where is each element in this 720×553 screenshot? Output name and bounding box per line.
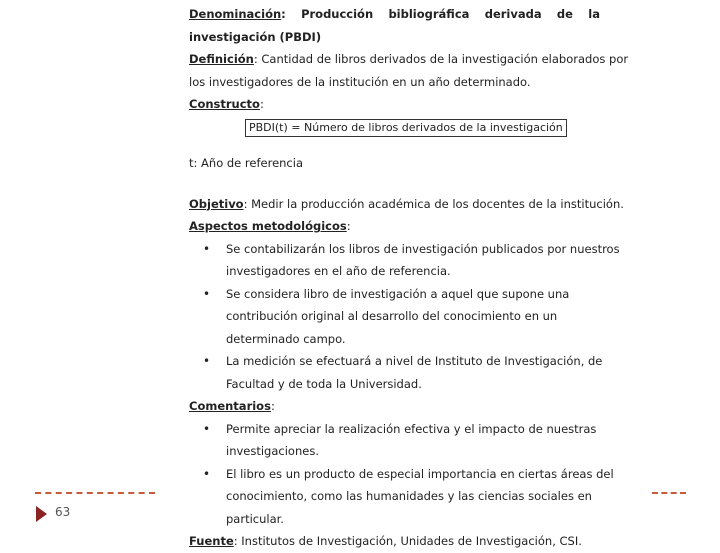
aspectos-label: Aspectos metodológicos (189, 219, 347, 233)
footer-separator-left (35, 492, 155, 494)
objetivo-line: Objetivo: Medir la producción académica de los docentes de la institución. (189, 196, 624, 211)
definicion-line2: los investigadores de la institución en un año determinado. (189, 74, 531, 89)
list-item: • Se contabilizarán los libros de investigación publicados por nuestros investigadores en el año de referencia. (189, 238, 600, 283)
comentarios-heading: Comentarios: (189, 399, 275, 413)
objetivo-label: Objetivo (189, 196, 244, 211)
denominacion-line2: investigación (PBDI) (189, 29, 322, 44)
bullet-icon: • (203, 354, 211, 368)
constructo-line: Constructo: (189, 97, 264, 111)
bullet-icon: • (203, 286, 211, 301)
list-item: • Se considera libro de investigación a aquel que supone una contribución original al desarrollo del conocimiento en un determinado campo. (189, 283, 600, 351)
definicion-label: Definición (189, 52, 254, 66)
denominacion-line: Denominación: Producción bibliográfica derivada de la (189, 7, 600, 21)
arrow-right-icon (36, 506, 47, 522)
formula-box: PBDI(t) = Número de libros derivados de la investigación (245, 119, 567, 137)
denominacion-label: Denominación (189, 7, 282, 21)
bullet-icon: • (203, 466, 211, 481)
definicion-line1: Definición: Cantidad de libros derivados de la investigación elaborados por (189, 52, 629, 66)
list-item: • La medición se efectuará a nivel de Instituto de Investigación, de Facultad y de toda la Universidad. (189, 350, 600, 395)
comentarios-label: Comentarios (189, 399, 271, 413)
fuente-label: Fuente (189, 534, 234, 548)
constructo-label: Constructo (189, 97, 260, 111)
list-item: • Permite apreciar la realización efectiva y el impacto de nuestras investigaciones. (189, 418, 600, 463)
fuente-line: Fuente: Institutos de Investigación, Unidades de Investigación, CSI. (189, 534, 582, 548)
page-number: 63 (55, 505, 71, 519)
list-item: • El libro es un producto de especial importancia en ciertas áreas del conocimiento, como las humanidades y las ciencias sociales en particular. (189, 463, 600, 531)
t-line: t: Año de referencia (189, 156, 303, 170)
bullet-icon: • (203, 241, 211, 256)
aspectos-heading: Aspectos metodológicos: (189, 219, 351, 233)
document-body (189, 3, 629, 553)
bullet-icon: • (203, 421, 211, 436)
footer-separator-right (652, 492, 686, 494)
